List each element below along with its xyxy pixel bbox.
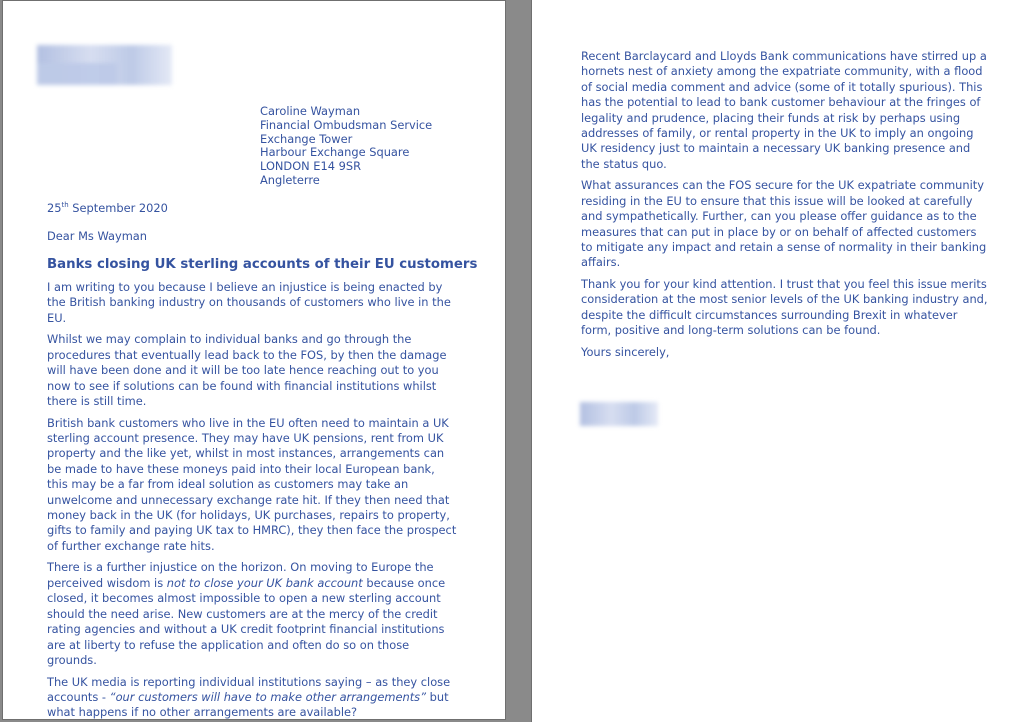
paragraph-6: Recent Barclaycard and Lloyds Bank communications have stirred up a hornets nest of anxiety among the expatriate community, with a flood of social media comment and advice (some of it totally spurious). This has the potential to lead to bank customer behaviour at the fringes of legality and prudence, placing their funds at risk by perhaps using addresses of family, or rental property in the UK to imply an ongoing UK residency just to maintain a necessary UK banking presence and the status quo. [581, 49, 987, 171]
letter-subject: Banks closing UK sterling accounts of their EU customers [47, 257, 478, 272]
date-day: 25 [47, 201, 62, 215]
emphasis: not to close your UK bank account [166, 575, 363, 590]
salutation: Dear Ms Wayman [47, 229, 147, 243]
recipient-line: Caroline Wayman [260, 104, 361, 118]
recipient-line: Harbour Exchange Square [260, 145, 410, 160]
recipient-line: Exchange Tower [260, 131, 353, 146]
paragraph-7: What assurances can the FOS secure for the UK expatriate community residing in the EU to ensure that this issue will be looked at carefully and sympathetically. Further, can you please offer guidance as to the measures that can put in place by or on behalf of affected customers to mitigate any impact and retain a sense of normality in their banking affairs. [581, 178, 987, 270]
emphasis-quote: “our customers will have to make other arrangements” [109, 689, 426, 704]
date-suffix: th [61, 201, 69, 210]
recipient-line: Financial Ombudsman Service [260, 117, 433, 132]
paragraph-1: I am writing to you because I believe an injustice is being enacted by the British banking industry on thousands of customers who live in the EU. [47, 280, 451, 325]
paragraph-5: The UK media is reporting individual institutions saying – as they close accounts - “our customers will have to make other arrangements” but what happens if no other arrangements are available? [47, 674, 451, 720]
letter-page-2 [531, 0, 1033, 722]
redacted-sender-address [37, 45, 172, 85]
letter-body-page-2 [581, 49, 991, 366]
recipient-line: LONDON E14 9SR [260, 159, 362, 174]
paragraph-8: Thank you for your kind attention. I trust that you feel this issue merits consideration at the most senior levels of the UK banking industry and, despite the difficult circumstances surrounding Brexit in whatever form, positive and long-term solutions can be found. [581, 277, 988, 338]
letter-page-1 [2, 0, 506, 720]
closing: Yours sincerely, [581, 344, 670, 359]
recipient-address [260, 105, 432, 188]
paragraph-2: Whilst we may complain to individual banks and go through the procedures that eventually lead back to the FOS, by then the damage will have been done and it will be too late hence reaching out to you now to see if solutions can be found with financial institutions whilst there is still time. [47, 332, 447, 409]
paragraph-3: British bank customers who live in the EU often need to maintain a UK sterling account presence. They may have UK pensions, rent from UK property and the like yet, whilst in most instances, arrangements can be made to have these moneys paid into their local European bank, this may be a far from ideal solution as customers may take an unwelcome and unnecessary exchange rate hit. If they then need that money back in the UK (for holidays, UK purchases, repairs to property, gifts to family and paying UK tax to HMRC), they then face the prospect of further exchange rate hits. [47, 415, 457, 553]
recipient-line: Angleterre [260, 172, 320, 187]
redacted-signature [580, 402, 658, 426]
date-rest: September 2020 [68, 201, 168, 215]
letter-body-page-1 [47, 280, 459, 720]
letter-date [47, 201, 168, 216]
paragraph-4: There is a further injustice on the horizon. On moving to Europe the perceived wisdom is not to close your UK bank account because once closed, it becomes almost impossible to open a new sterling account should the need arise. New customers are at the mercy of the credit rating agencies and without a UK credit footprint financial institutions are at liberty to refuse the application and often do so on those grounds. [47, 560, 446, 667]
